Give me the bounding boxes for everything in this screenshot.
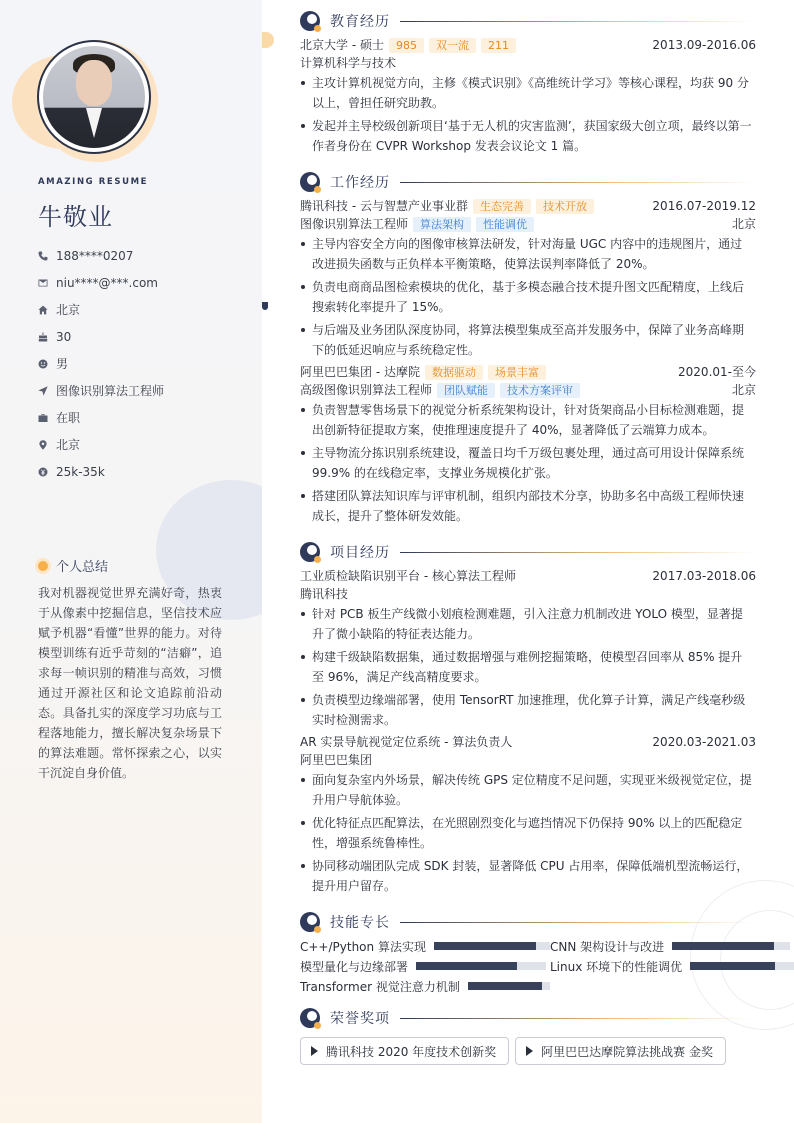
project-name: 工业质检缺陷识别平台 - 核心算法工程师 <box>300 569 516 583</box>
company-name: 腾讯科技 - 云与智慧产业事业群 <box>300 199 468 213</box>
work-section <box>300 169 756 526</box>
section-header <box>300 909 756 935</box>
section-header <box>300 169 756 195</box>
section-header <box>300 539 756 565</box>
tag: 985 <box>389 38 424 53</box>
job-role: 图像识别算法工程师 <box>300 217 409 231</box>
job-entry <box>300 363 756 526</box>
send-icon <box>38 386 48 396</box>
mail-icon <box>38 278 48 288</box>
skill-name: Linux 环境下的性能调优 <box>550 959 683 974</box>
info-email <box>38 269 164 296</box>
info-status-value: 在职 <box>56 411 81 425</box>
bullet-list <box>300 234 756 360</box>
period: 2017.03-2018.06 <box>652 569 756 583</box>
info-gender <box>38 350 164 377</box>
play-triangle-icon <box>311 1046 318 1056</box>
skill-level-bar <box>468 982 550 990</box>
honors-section <box>300 1005 756 1065</box>
list-item: 优化特征点匹配算法，在光照剧烈变化与遮挡情况下仍保持 90% 以上的匹配稳定性，增强系统鲁棒性。 <box>300 813 756 853</box>
info-status <box>38 404 164 431</box>
home-icon <box>38 305 48 315</box>
school-name: 北京大学 - 硕士 <box>300 38 384 52</box>
period: 2020.01-至今 <box>678 365 756 379</box>
location-icon <box>38 440 48 450</box>
awards-list <box>300 1037 756 1065</box>
projects-section <box>300 539 756 896</box>
tag: 211 <box>481 38 516 53</box>
info-age <box>38 323 164 350</box>
info-salary <box>38 458 164 485</box>
bullet-dot-icon <box>38 561 48 571</box>
skill-name: Transformer 视觉注意力机制 <box>300 979 460 994</box>
section-title: 荣誉奖项 <box>330 1011 390 1027</box>
list-item: 针对 PCB 板生产线微小划痕检测难题，引入注意力机制改进 YOLO 模型，显著提升了微小缺陷的特征表达能力。 <box>300 604 756 644</box>
tag: 团队赋能 <box>437 383 495 398</box>
skill-name: 模型量化与边缘部署 <box>300 959 409 974</box>
tag: 生态完善 <box>473 199 531 214</box>
job-role: 高级图像识别算法工程师 <box>300 383 433 397</box>
info-phone-value: 188****0207 <box>56 248 134 263</box>
salary-icon <box>38 467 48 477</box>
skill-item <box>300 937 550 955</box>
summary-title: 个人总结 <box>56 560 109 575</box>
info-location <box>38 431 164 458</box>
list-item: 负责模型边缘端部署，使用 TensorRT 加速推理，优化算子计算，满足产线毫秒级实时检测需求。 <box>300 690 756 730</box>
city: 北京 <box>731 383 756 397</box>
skill-item <box>550 937 794 955</box>
skills-section <box>300 909 756 995</box>
list-item: 负责电商商品图检索模块的优化，基于多模态融合技术提升图文匹配精度，上线后搜索转化率提升了 15%。 <box>300 277 756 317</box>
skill-name: CNN 架构设计与改进 <box>550 939 665 954</box>
info-email-value: niu****@***.com <box>56 275 158 290</box>
tag: 算法架构 <box>413 217 471 232</box>
education-row <box>300 36 756 54</box>
section-divider <box>400 922 756 923</box>
project-org: 阿里巴巴集团 <box>300 753 373 767</box>
bullet-list <box>300 770 756 896</box>
info-phone <box>38 242 164 269</box>
list-item: 负责智慧零售场景下的视觉分析系统架构设计，针对货架商品小目标检测难题，提出创新特征提取方案，使推理速度提升了 40%，显著降低了云端算力成本。 <box>300 400 756 440</box>
decorative-dot <box>262 32 274 48</box>
profile-photo <box>43 46 145 148</box>
section-header <box>300 8 756 34</box>
project-entry <box>300 733 756 896</box>
skill-level-bar <box>434 942 550 950</box>
briefcase-icon <box>38 413 48 423</box>
info-location-value: 北京 <box>56 438 81 452</box>
skills-grid <box>300 937 756 995</box>
summary-heading <box>38 556 108 575</box>
info-salary-value: 25k-35k <box>56 464 105 479</box>
education-section <box>300 8 756 156</box>
phone-icon <box>38 251 48 261</box>
tag: 性能调优 <box>476 217 534 232</box>
section-divider <box>400 552 756 553</box>
period: 2013.09-2016.06 <box>652 38 756 52</box>
list-item: 面向复杂室内外场景，解决传统 GPS 定位精度不足问题，实现亚米级视觉定位，提升用户导航体验。 <box>300 770 756 810</box>
period: 2016.07-2019.12 <box>652 199 756 213</box>
list-item: 主导内容安全方向的图像审核算法研发，针对海量 UGC 内容中的违规图片，通过改进损失函数与正负样本平衡策略，使算法误判率降低了 20%。 <box>300 234 756 274</box>
award-badge <box>515 1037 726 1065</box>
major: 计算机科学与技术 <box>300 56 397 70</box>
list-item: 与后端及业务团队深度协同，将算法模型集成至高并发服务中，保障了业务高峰期下的低延迟响应与系统稳定性。 <box>300 320 756 360</box>
person-icon <box>38 359 48 369</box>
tag: 技术开放 <box>536 199 594 214</box>
section-moon-icon <box>300 172 320 192</box>
skill-item <box>550 957 794 975</box>
list-item: 搭建团队算法知识库与评审机制，组织内部技术分享，协助多名中高级工程师快速成长，提升了整体研发效能。 <box>300 486 756 526</box>
candidate-name: 牛敬业 <box>38 203 113 231</box>
main-content <box>300 8 756 1065</box>
list-item: 发起并主导校级创新项目‘基于无人机的灾害监测’，获国家级大创立项，最终以第一作者身份在 CVPR Workshop 发表会议论文 1 篇。 <box>300 116 756 156</box>
skill-level-fill <box>690 962 775 970</box>
tag: 场景丰富 <box>488 365 546 380</box>
sidebar <box>0 0 262 1123</box>
brand-label: AMAZING RESUME <box>38 177 149 187</box>
section-title: 教育经历 <box>330 14 390 30</box>
section-moon-icon <box>300 1008 320 1028</box>
section-divider <box>400 182 756 183</box>
section-title: 项目经历 <box>330 545 390 561</box>
section-divider <box>400 1018 756 1019</box>
job-entry <box>300 197 756 360</box>
skill-level-fill <box>468 982 542 990</box>
skill-level-fill <box>416 962 517 970</box>
list-item: 构建千级缺陷数据集，通过数据增强与难例挖掘策略，使模型召回率从 85% 提升至 96%，满足产线高精度要求。 <box>300 647 756 687</box>
summary-text: 我对机器视觉世界充满好奇，热衷于从像素中挖掘信息，坚信技术应赋予机器“看懂”世界的能力。对待模型训练有近乎苛刻的“洁癖”，追求每一帧识别的精准与高效，习惯通过开源社区和论文追踪前沿动态。具备扎实的深度学习功底与工程落地能力，擅长解决复杂场景下的算法难题。常怀探索之心，以实干沉淀自身价值。 <box>38 586 222 780</box>
company-name: 阿里巴巴集团 - 达摩院 <box>300 365 420 379</box>
list-item: 主攻计算机视觉方向，主修《模式识别》《高维统计学习》等核心课程，均获 90 分以上，曾担任研究助教。 <box>300 73 756 113</box>
bullet-list <box>300 400 756 526</box>
tag: 技术方案评审 <box>500 383 580 398</box>
project-name: AR 实景导航视觉定位系统 - 算法负责人 <box>300 735 513 749</box>
cake-icon <box>38 332 48 342</box>
play-triangle-icon <box>526 1046 533 1056</box>
decorative-dot <box>262 302 268 310</box>
info-gender-value: 男 <box>56 357 69 371</box>
skill-level-fill <box>434 942 536 950</box>
city: 北京 <box>731 217 756 231</box>
list-item: 协同移动端团队完成 SDK 封装，显著降低 CPU 占用率，保障低端机型流畅运行，提升用户留存。 <box>300 856 756 896</box>
section-header <box>300 1005 756 1031</box>
skill-level-bar <box>416 962 546 970</box>
contact-info <box>38 242 164 485</box>
project-entry <box>300 567 756 730</box>
skill-name: C++/Python 算法实现 <box>300 939 426 954</box>
info-position-value: 图像识别算法工程师 <box>56 384 165 398</box>
section-title: 工作经历 <box>330 175 390 191</box>
period: 2020.03-2021.03 <box>652 735 756 749</box>
bullet-list <box>300 73 756 156</box>
avatar <box>37 40 151 154</box>
skill-item <box>300 957 550 975</box>
skill-level-bar <box>690 962 794 970</box>
tag: 双一流 <box>429 38 476 53</box>
award-badge <box>300 1037 509 1065</box>
list-item: 主导物流分拣识别系统建设，覆盖日均千万级包裹处理，通过高可用设计保障系统 99.9% 的在线稳定率，支撑业务规模化扩张。 <box>300 443 756 483</box>
info-position <box>38 377 164 404</box>
major-row <box>300 54 756 72</box>
section-moon-icon <box>300 912 320 932</box>
skill-level-bar <box>672 942 790 950</box>
bullet-list <box>300 604 756 730</box>
section-moon-icon <box>300 11 320 31</box>
skill-item <box>300 977 550 995</box>
award-name: 阿里巴巴达摩院算法挑战赛 金奖 <box>541 1044 713 1059</box>
info-age-value: 30 <box>56 329 72 344</box>
section-title: 技能专长 <box>330 915 390 931</box>
info-home <box>38 296 164 323</box>
project-org: 腾讯科技 <box>300 587 349 601</box>
skill-level-fill <box>672 942 773 950</box>
section-divider <box>400 21 756 22</box>
info-home-value: 北京 <box>56 303 81 317</box>
award-name: 腾讯科技 2020 年度技术创新奖 <box>326 1044 497 1059</box>
section-moon-icon <box>300 542 320 562</box>
tag: 数据驱动 <box>425 365 483 380</box>
